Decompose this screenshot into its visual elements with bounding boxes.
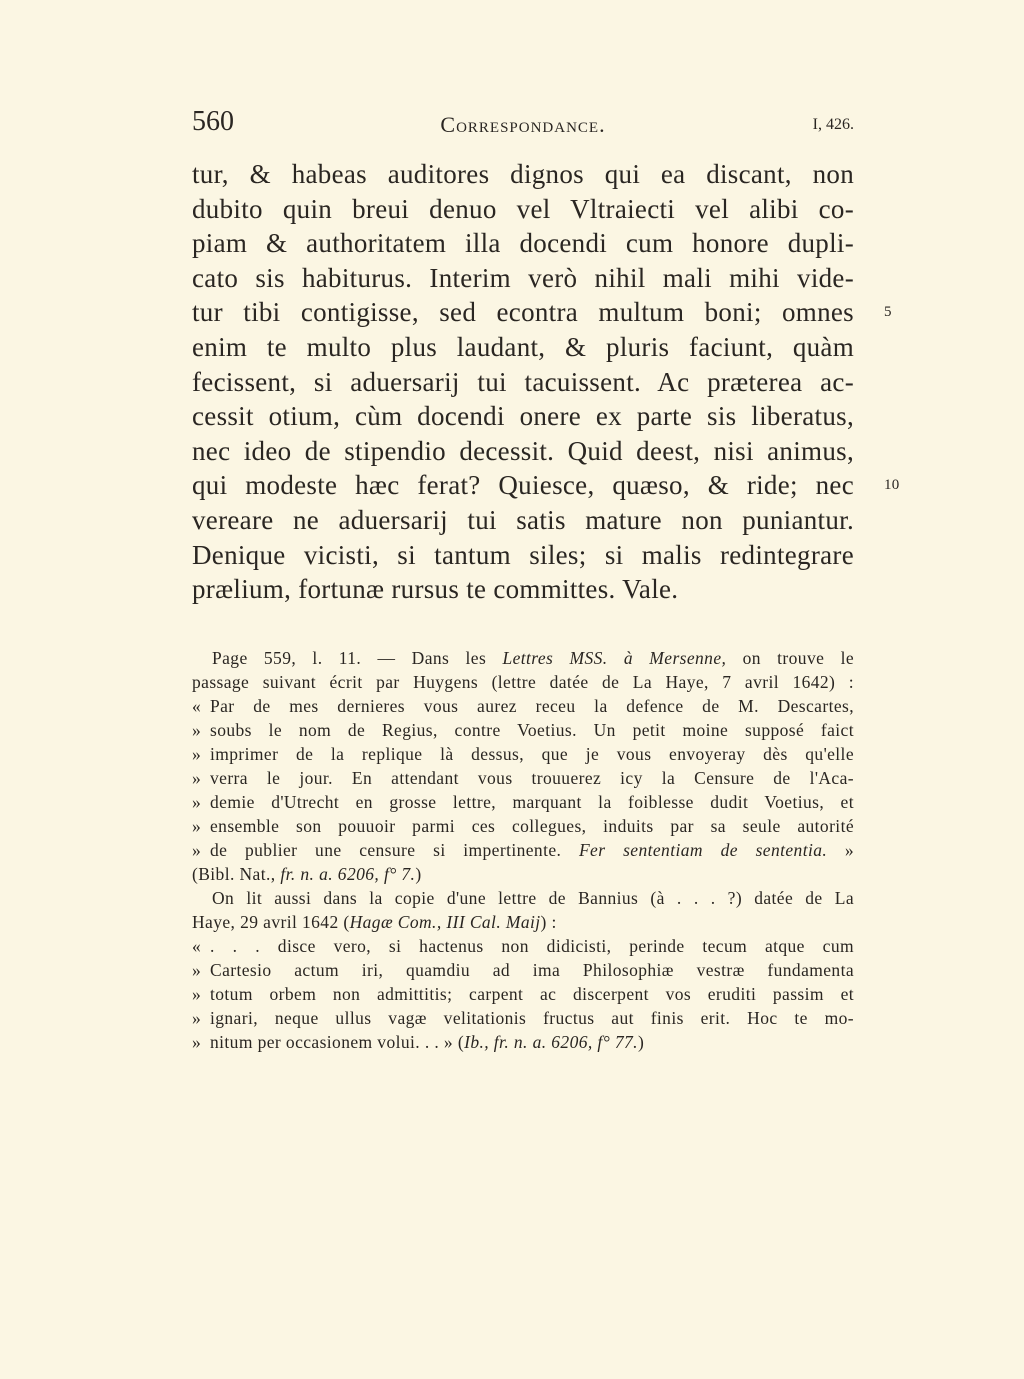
- text-line: [192, 468, 900, 503]
- quote-line: » ignari, neque ullus vagæ velitationis fructus aut finis erit. Hoc te mo-: [192, 1008, 854, 1028]
- running-title: Correspondance.: [440, 112, 606, 137]
- text-line: tur, & habeas auditores dignos qui ea discant, non: [192, 159, 854, 189]
- text-line: Denique vicisti, si tantum siles; si malis redintegrare: [192, 539, 854, 570]
- editorial-notes: [192, 646, 854, 1054]
- text-line: cessit otium, cùm docendi onere ex parte sis liberatus,: [192, 401, 854, 432]
- note-line: passage suivant écrit par Huygens (lettre datée de La Haye, 7 avril 1642) :: [192, 672, 854, 692]
- note-line: Page 559, l. 11. — Dans les Lettres MSS. à Mersenne, on trouve le: [212, 648, 854, 668]
- line-number-10: 10: [884, 477, 900, 494]
- quote-line: » imprimer de la replique là dessus, que je vous envoyeray dès qu'elle: [192, 744, 854, 764]
- volume-reference: I, 426.: [812, 116, 854, 133]
- quote-line: » soubs le nom de Regius, contre Voetius. Un petit moine supposé faict: [192, 720, 854, 740]
- quote-line: » verra le jour. En attendant vous trouuerez icy la Censure de l'Aca-: [192, 768, 854, 788]
- text-line: vereare ne aduersarij tui satis mature non puniantur.: [192, 504, 854, 535]
- note-line: Haye, 29 avril 1642 (Hagæ Com., III Cal. Maij) :: [192, 912, 557, 932]
- quote-line: » demie d'Utrecht en grosse lettre, marquant la foiblesse dudit Voetius, et: [192, 792, 854, 812]
- source-citation: (Bibl. Nat., fr. n. a. 6206, f° 7.): [192, 864, 422, 884]
- quote-line: » totum orbem non admittitis; carpent ac discerpent vos eruditi passim et: [192, 984, 854, 1004]
- text-line: enim te multo plus laudant, & pluris faciunt, quàm: [192, 331, 854, 362]
- quote-line: » de publier une censure si impertinente. Fer sententiam de sententia. »: [192, 840, 854, 860]
- line-number-5: 5: [884, 304, 892, 321]
- quote-line: « . . . disce vero, si hactenus non didicisti, perinde tecum atque cum: [192, 936, 854, 956]
- page-number: 560: [192, 106, 234, 137]
- text-line: nec ideo de stipendio decessit. Quid deest, nisi animus,: [192, 435, 854, 466]
- quote-line: » nitum per occasionem volui. . . » (Ib., fr. n. a. 6206, f° 77.): [192, 1032, 645, 1052]
- quote-line: » ensemble son pouuoir parmi ces collegues, induits par sa seule autorité: [192, 816, 854, 836]
- running-header: [192, 106, 854, 142]
- text-line: dubito quin breui denuo vel Vltraiecti vel alibi co-: [192, 193, 854, 224]
- text-line: cato sis habiturus. Interim verò nihil mali mihi vide-: [192, 262, 854, 293]
- text-line-content: qui modeste hæc ferat? Quiesce, quæso, & ride; nec: [192, 470, 854, 501]
- quote-line: » Cartesio actum iri, quamdiu ad ima Philosophiæ vestræ fundamenta: [192, 960, 854, 980]
- text-line: prælium, fortunæ rursus te committes. Vale.: [192, 574, 679, 605]
- text-line: piam & authoritatem illa docendi cum honore dupli-: [192, 228, 854, 259]
- note-line: On lit aussi dans la copie d'une lettre de Bannius (à . . . ?) datée de La: [212, 888, 854, 908]
- main-text: [192, 157, 900, 607]
- quote-line: « Par de mes dernieres vous aurez receu la defence de M. Descartes,: [192, 696, 854, 716]
- text-line-content: tur tibi contigisse, sed econtra multum boni; omnes: [192, 297, 854, 328]
- text-line: [192, 295, 892, 330]
- text-line: fecissent, si aduersarij tui tacuissent. Ac præterea ac-: [192, 366, 854, 397]
